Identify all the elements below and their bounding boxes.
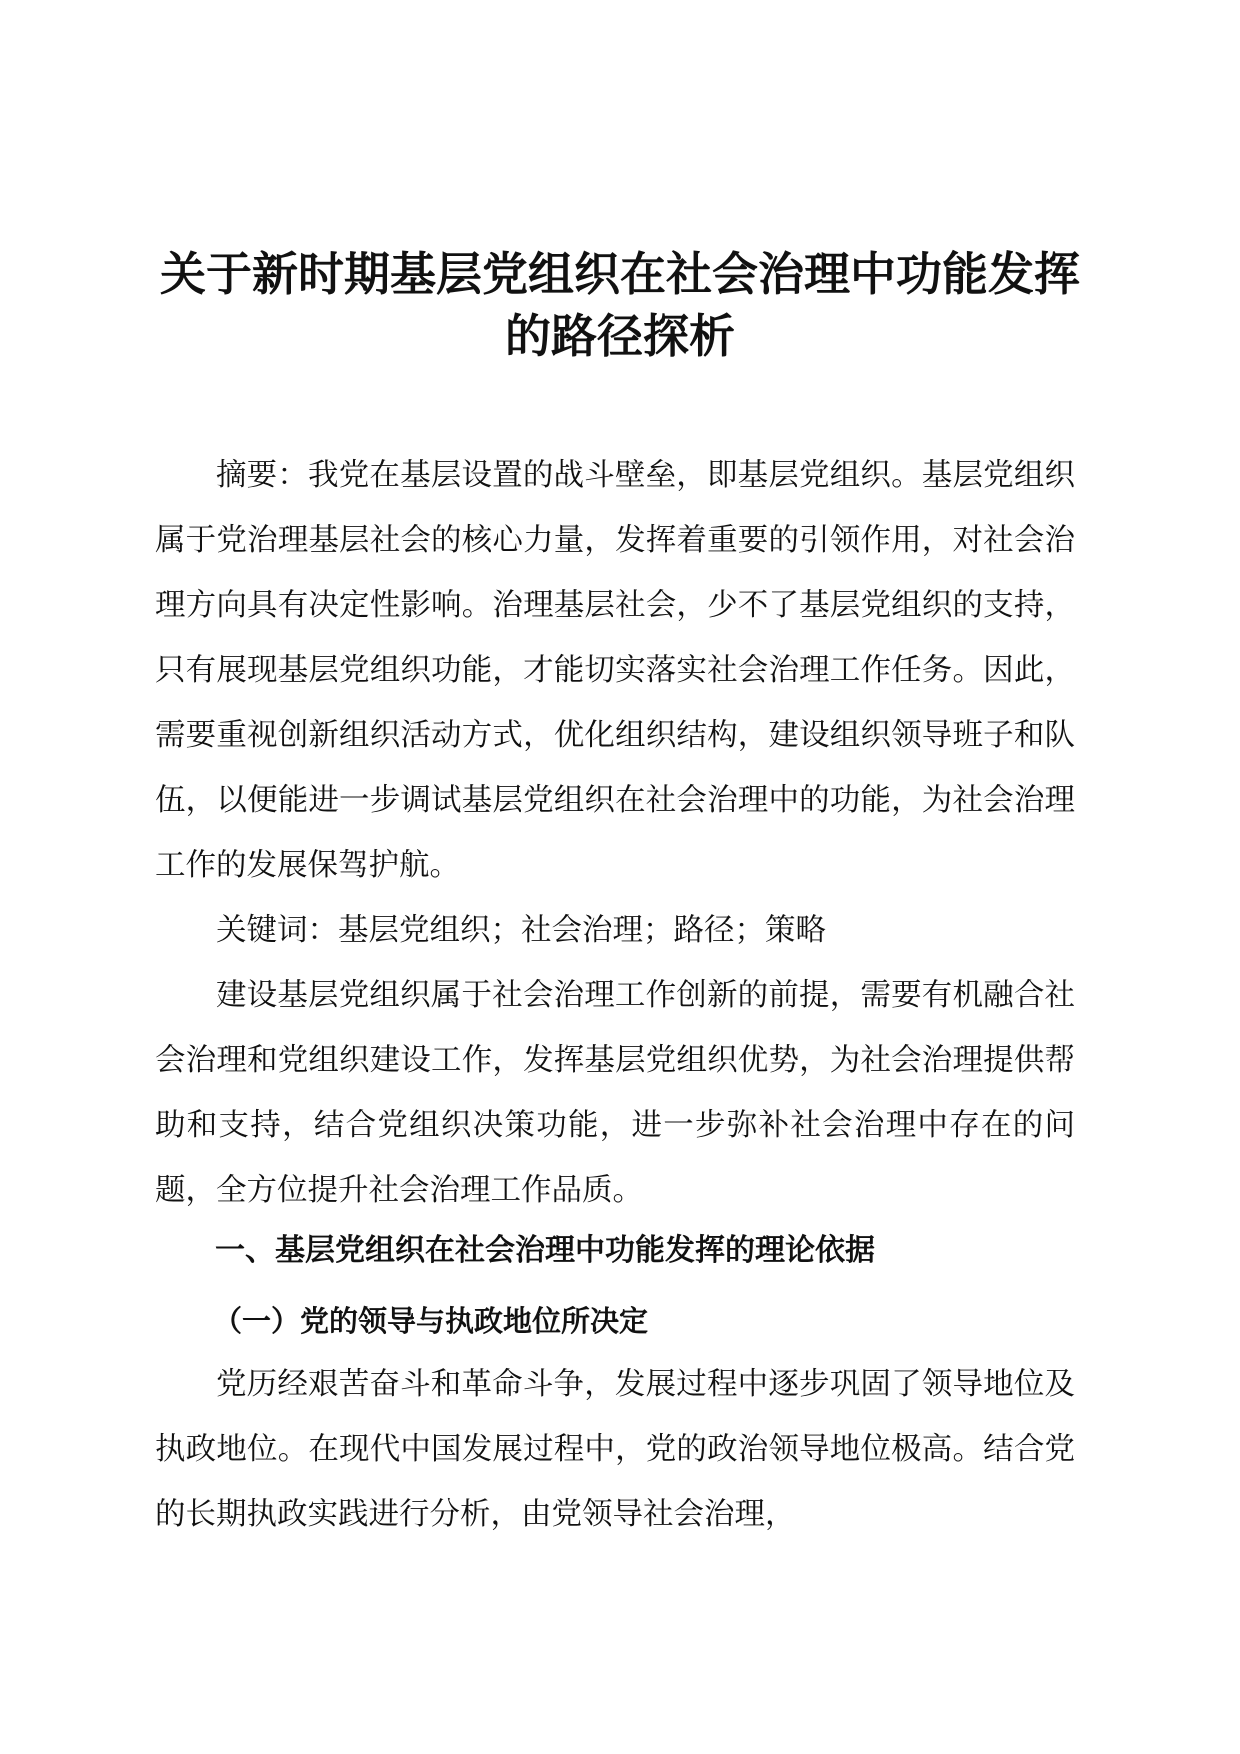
title-line-1: 关于新时期基层党组织在社会治理中功能发挥: [160, 247, 1080, 301]
document-title: [140, 243, 1100, 367]
title-line-2: 的路径探析: [505, 309, 735, 363]
keywords-line: 关键词：基层党组织；社会治理；路径；策略: [216, 913, 826, 948]
subsection-heading: （一）党的领导与执政地位所决定: [213, 1304, 649, 1338]
body-paragraph: 党历经艰苦奋斗和革命斗争，发展过程中逐步巩固了领导地位及执政地位。在现代中国发展过程中，党的政治领导地位极高。结合党的长期执政实践进行分析，由党领导社会治理，: [155, 1367, 1075, 1532]
section-heading: 一、基层党组织在社会治理中功能发挥的理论依据: [215, 1233, 875, 1268]
intro-paragraph: 建设基层党组织属于社会治理工作创新的前提，需要有机融合社会治理和党组织建设工作，发挥基层党组织优势，为社会治理提供帮助和支持，结合党组织决策功能，进一步弥补社会治理中存在的问题，全方位提升社会治理工作品质。: [155, 978, 1075, 1208]
abstract-paragraph: 摘要：我党在基层设置的战斗壁垒，即基层党组织。基层党组织属于党治理基层社会的核心力量，发挥着重要的引领作用，对社会治理方向具有决定性影响。治理基层社会，少不了基层党组织的支持，只有展现基层党组织功能，才能切实落实社会治理工作任务。因此，需要重视创新组织活动方式，优化组织结构，建设组织领导班子和队伍，以便能进一步调试基层党组织在社会治理中的功能，为社会治理工作的发展保驾护航。: [155, 458, 1075, 883]
